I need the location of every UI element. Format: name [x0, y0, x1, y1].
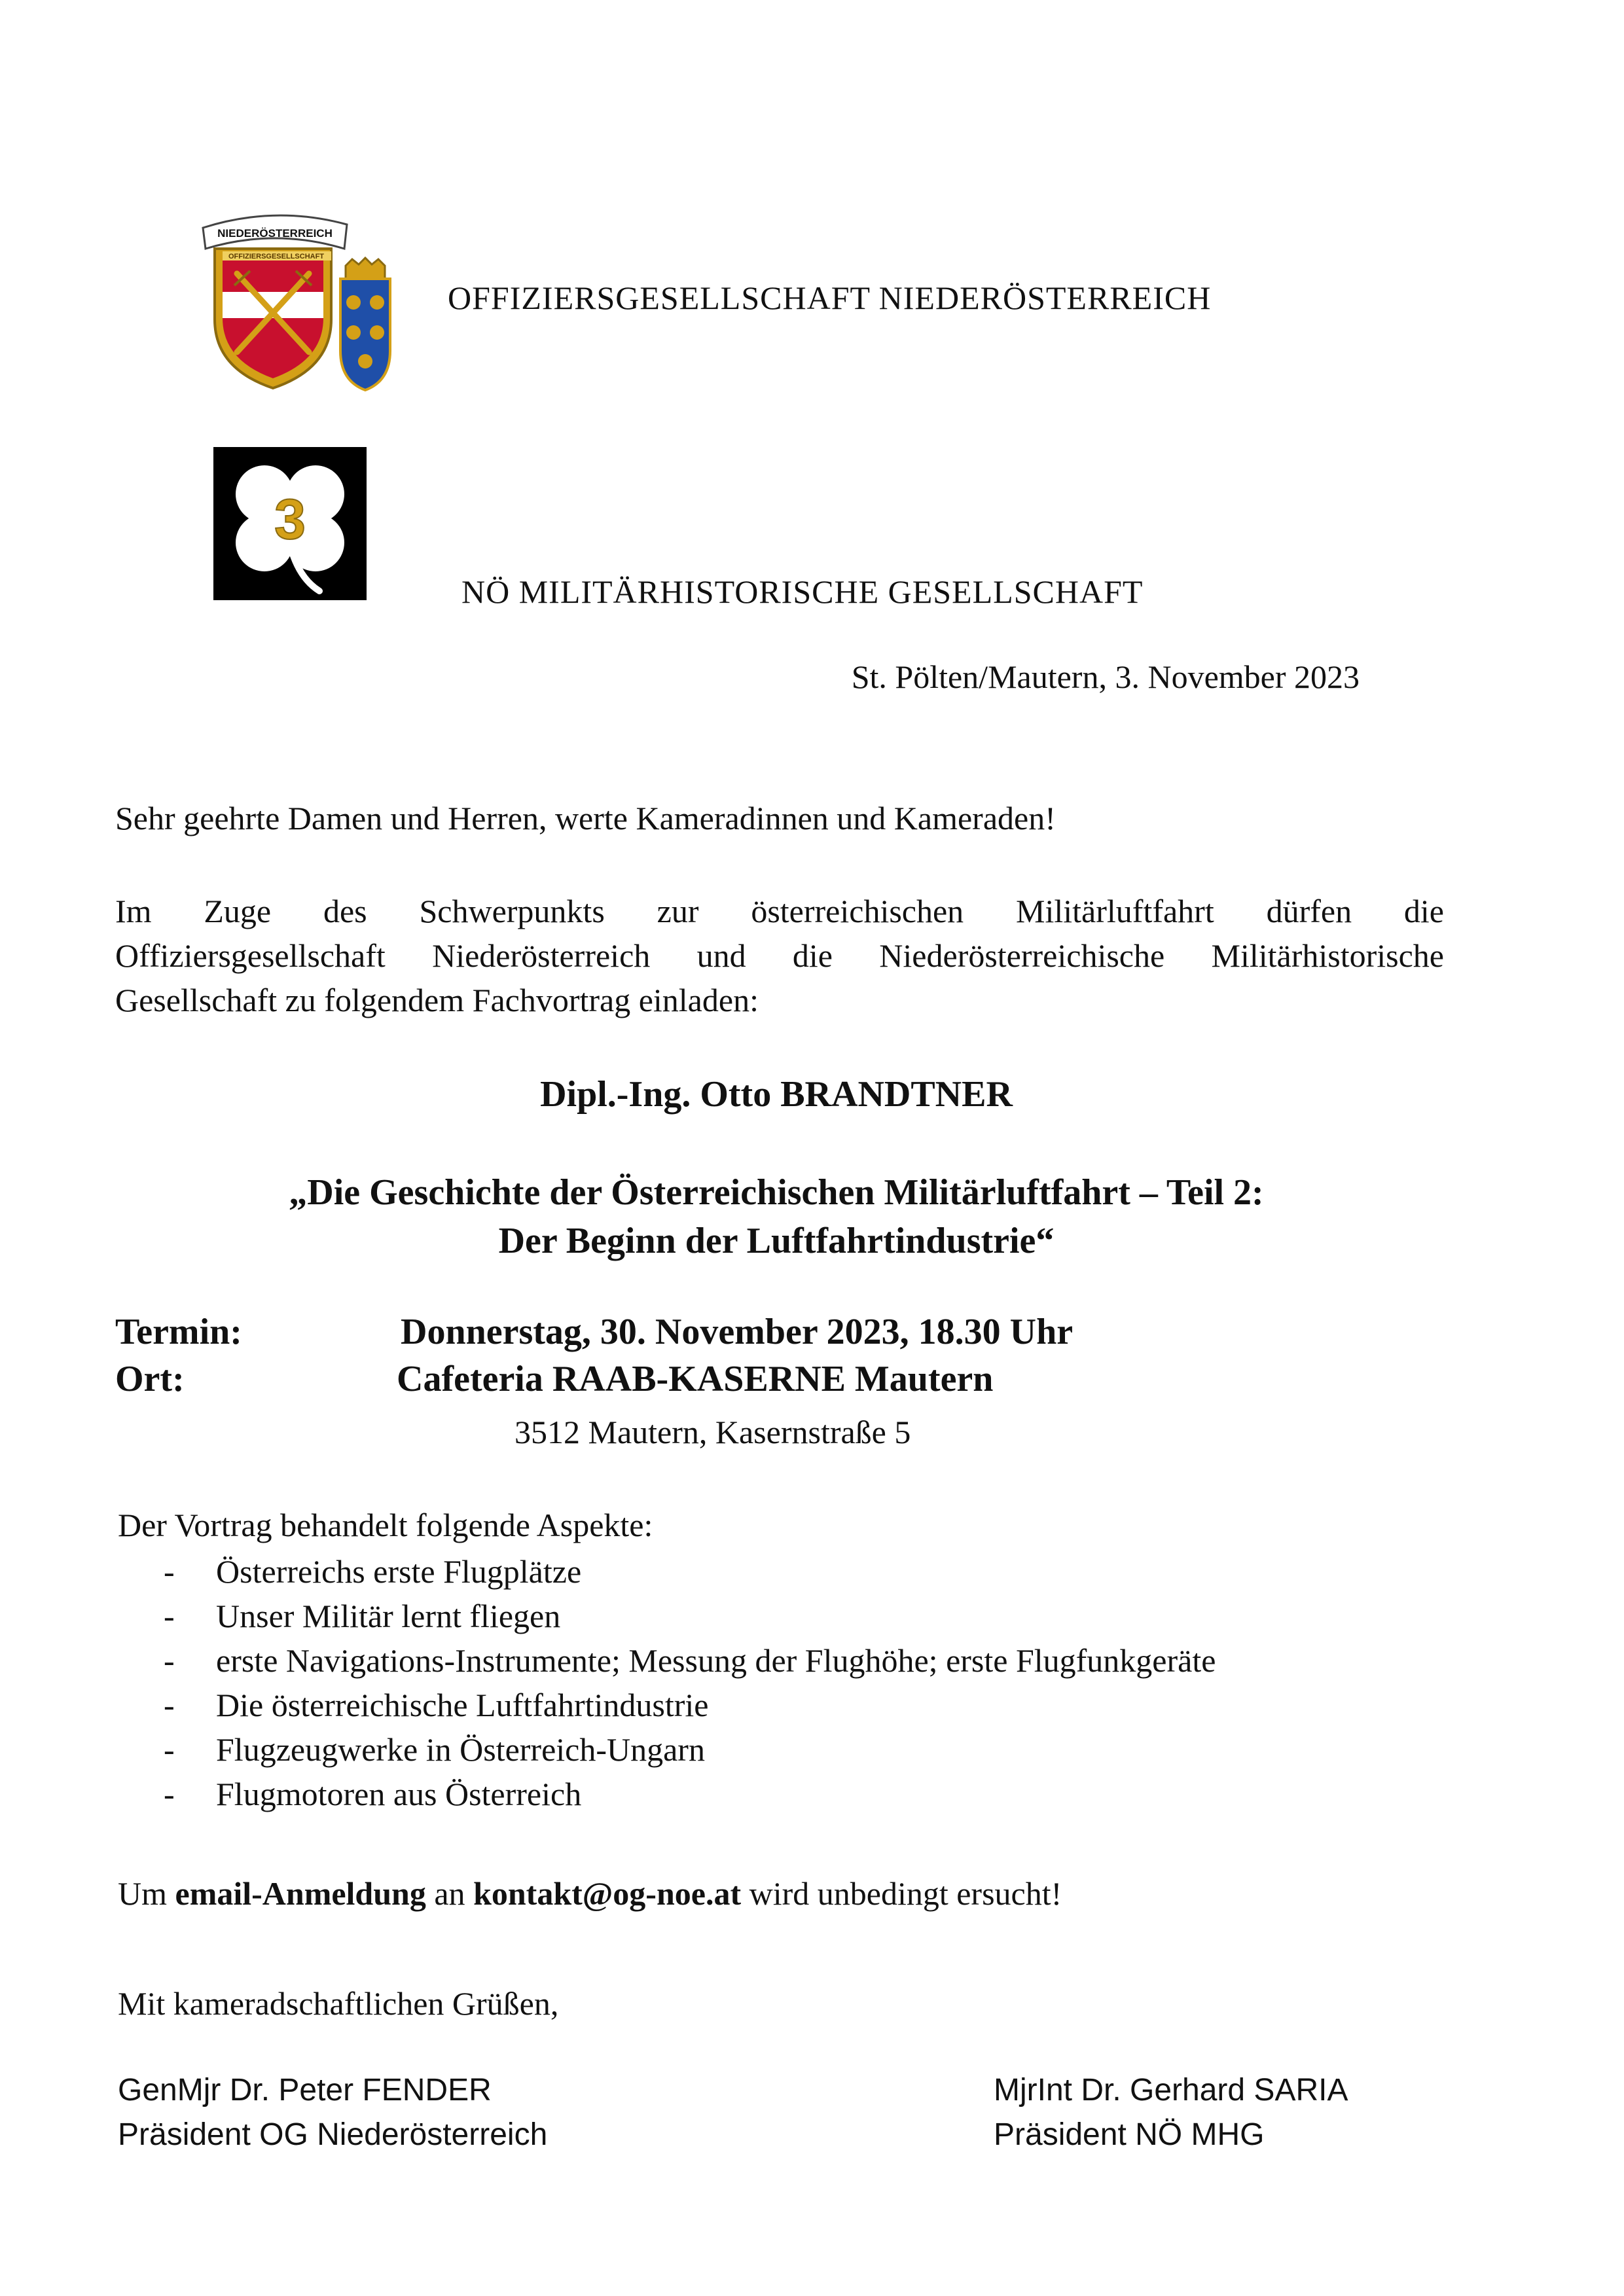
- lecture-title-line: Der Beginn der Luftfahrtindustrie“: [498, 1221, 1055, 1261]
- signature-left-role: Präsident OG Niederösterreich: [118, 2117, 548, 2152]
- date-line: St. Pölten/Mautern, 3. November 2023: [851, 658, 1360, 695]
- intro-line: Offiziersgesellschaft Niederösterreich und die Niederösterreichische Militärhistorische: [115, 937, 1444, 974]
- signature-right-name: MjrInt Dr. Gerhard SARIA: [994, 2073, 1348, 2108]
- list-item: [164, 1638, 1216, 1683]
- registration-suffix: wird unbedingt ersucht!: [741, 1875, 1062, 1912]
- og-noe-coat-of-arms-logo: [196, 208, 422, 391]
- registration-prefix: Um: [118, 1875, 175, 1912]
- list-item-text: Unser Militär lernt fliegen: [216, 1598, 561, 1634]
- aspects-intro: Der Vortrag behandelt folgende Aspekte:: [118, 1507, 653, 1543]
- og-logo-text-bottom: OFFIZIERSGESELLSCHAFT: [228, 253, 325, 260]
- list-item: [164, 1594, 1216, 1638]
- lecture-title-line: „Die Geschichte der Österreichischen Militärluftfahrt – Teil 2:: [289, 1172, 1264, 1213]
- list-bullet: -: [164, 1642, 175, 1679]
- list-bullet: -: [164, 1553, 175, 1590]
- list-bullet: -: [164, 1687, 175, 1723]
- list-item: [164, 1683, 1216, 1727]
- list-item: [164, 1727, 1216, 1772]
- intro-line: Gesellschaft zu folgendem Fachvortrag einladen:: [115, 982, 759, 1018]
- salutation: Sehr geehrte Damen und Herren, werte Kameradinnen und Kameraden!: [115, 800, 1056, 836]
- list-item: [164, 1772, 1216, 1816]
- list-item-text: Die österreichische Luftfahrtindustrie: [216, 1687, 709, 1723]
- registration-note: [118, 1872, 1062, 1916]
- signature-right-role: Präsident NÖ MHG: [994, 2117, 1265, 2152]
- ort-label: Ort:: [115, 1359, 185, 1399]
- termin-value: Donnerstag, 30. November 2023, 18.30 Uhr: [401, 1312, 1074, 1352]
- og-name: OFFIZIERSGESELLSCHAFT NIEDERÖSTERREICH: [448, 279, 1212, 316]
- registration-method: email-Anmeldung: [175, 1875, 426, 1912]
- list-bullet: -: [164, 1731, 175, 1768]
- list-bullet: -: [164, 1776, 175, 1812]
- og-logo-text-top: NIEDERÖSTERREICH: [217, 227, 333, 240]
- intro-paragraph: [115, 889, 1444, 1022]
- signature-left-name: GenMjr Dr. Peter FENDER: [118, 2073, 492, 2108]
- mhg-cloverleaf-logo: [213, 447, 367, 600]
- mhg-name: NÖ MILITÄRHISTORISCHE GESELLSCHAFT: [461, 573, 1144, 610]
- aspects-list: [164, 1549, 1216, 1816]
- registration-middle: an: [425, 1875, 474, 1912]
- termin-label: Termin:: [115, 1312, 242, 1352]
- speaker-name: Dipl.-Ing. Otto BRANDTNER: [540, 1074, 1013, 1115]
- closing-greeting: Mit kameradschaftlichen Grüßen,: [118, 1985, 559, 2022]
- mhg-logo-number: 3: [274, 488, 306, 551]
- registration-email-link[interactable]: kontakt@og-noe.at: [473, 1875, 742, 1912]
- list-item: [164, 1549, 1216, 1594]
- intro-line: Im Zuge des Schwerpunkts zur österreichischen Militärluftfahrt dürfen die: [115, 893, 1444, 929]
- ort-value: Cafeteria RAAB-KASERNE Mautern: [397, 1359, 994, 1399]
- list-item-text: Österreichs erste Flugplätze: [216, 1553, 582, 1590]
- venue-address: 3512 Mautern, Kasernstraße 5: [514, 1414, 911, 1450]
- list-item-text: Flugmotoren aus Österreich: [216, 1776, 582, 1812]
- list-item-text: Flugzeugwerke in Österreich-Ungarn: [216, 1731, 705, 1768]
- list-item-text: erste Navigations-Instrumente; Messung der Flughöhe; erste Flugfunkgeräte: [216, 1642, 1216, 1679]
- list-bullet: -: [164, 1598, 175, 1634]
- lecture-title: [0, 1168, 1553, 1265]
